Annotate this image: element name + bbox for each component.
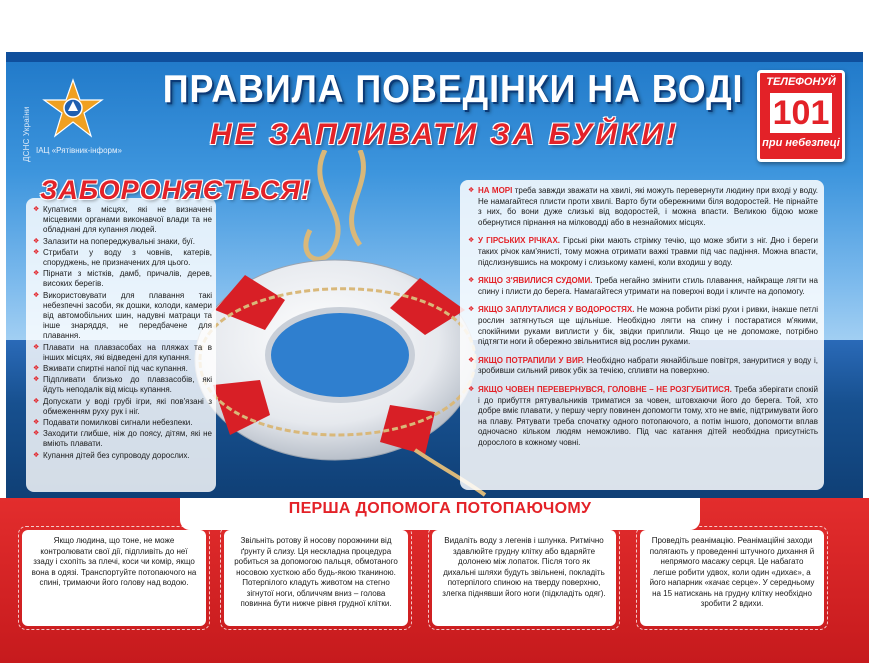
rule-boat-capsized [468,385,818,449]
page-title: ПРАВИЛА ПОВЕДІНКИ НА ВОДІ [162,68,744,111]
forbidden-item: ❖ Плавати на плавзасобах на пляжах та в інших місцях, які відведені для купання. [34,343,212,363]
forbidden-item: ❖ Купатися в місцях, які не визначені місцевими органами виконавчої влади та не обладнані для купання людей. [34,205,212,236]
logo-caption: ІАЦ «Рятівник-інформ» [36,146,122,155]
rules-list [468,186,818,456]
first-aid-step-text: Звільніть ротову й носову порожнини від ґрунту й слизу. Ця нескладна процедура робиться за допомогою пальця, обмотаного носовою хусткою або будь-якою тканиною. Потерпілого кладуть животом на стегно зігнутої ноги, обличчям вниз – голова повинна бути нижче рівня грудної клітки. [234,536,398,608]
phone-danger-label: при небезпеці [762,137,840,149]
first-aid-step-1 [22,530,206,626]
logo-org-text: ДСНС України [22,106,31,162]
forbidden-item: ❖ Використовувати для плавання такі небезпечні засоби, як дошки, колоди, камери від автомобільних шин, надувні матраци та інше знаряддя, не передбачене для плавання. [34,291,212,342]
rule-text: Треба зберігати спокій і до прибуття рятувальників триматися за човен, штовхаючи його до берега. Той, хто добре вміє плавати, у першу чергу повинен допомогти тому, хто не вміє, підтримувати його на плаву. Рятувати треба спочатку одного потопаючого, а потім іншого, допомогти вплав одночасно кільком людям неможливо. Під час катання дітей необхідна присутність дорослого в кожному човні. [478,384,818,447]
rule-heading: ЯКЩО ПОТРАПИЛИ У ВИР. [478,355,585,365]
top-strip [6,52,863,62]
rule-seaweed [468,305,818,347]
phone-call-label: ТЕЛЕФОНУЙ [766,76,836,88]
page-subtitle: НЕ ЗАПЛИВАТИ ЗА БУЙКИ! [210,118,680,151]
first-aid-step-4 [640,530,824,626]
civil-protection-emblem-icon [42,78,104,140]
rule-whirlpool [468,356,818,377]
rule-heading: ЯКЩО З'ЯВИЛИСЯ СУДОМИ. [478,276,593,286]
forbidden-item: ❖ Допускати у воді грубі ігри, які пов'язані з обмеженням руху рук і ніг. [34,397,212,417]
first-aid-step-3 [432,530,616,626]
rule-text: Необхідно набрати якнайбільше повітря, зануритися у воду і, зробивши сильний ривок убік за течією, спливти на поверхню. [478,355,818,376]
first-aid-step-text: Видаліть воду з легенів і шлунка. Ритмічно здавлюйте грудну клітку або вдаряйте долонею між лопаток. Після того як дихальні шляхи будуть звільнені, покладіть потерпілого спиною на тверду поверхню, злегка піднявши його ноги (підкладіть одяг). [442,536,606,598]
forbidden-item: ❖ Подавати помилкові сигнали небезпеки. [34,418,212,428]
rule-heading: НА МОРІ [478,186,513,195]
first-aid-step-text: Проведіть реанімацію. Реанімаційні заходи полягають у проведенні штучного дихання й непрямого масажу серця. Це набагато легше робити удвох, коли один «дихає», а його напарник «качає серце». У середньому на 15 натискань на грудну клітку необхідно зробити 2 вдихи. [649,536,815,608]
first-aid-step-2 [224,530,408,626]
forbidden-item: ❖ Вживати спиртні напої під час купання. [34,364,212,374]
forbidden-item: ❖ Залазити на попереджувальні знаки, буї. [34,237,212,247]
rule-text: Гірські ріки мають стрімку течію, що може збити з ніг. Дно і береги таких річок кам'янисті, тому можна отримати важкі травми під час падіння. Можна впасти, підслизнувшись на мокрому і слизькому камені, коли входиш у воду. [478,236,818,267]
first-aid-step-text: Якщо людина, що тоне, не може контролювати свої дії, підпливіть до неї ззаду і схопіть за плечі, коси чи комір, якщо вона в одязі. Транспортуйте потопаючого на спині, тримаючи його голову над водою. [31,536,197,587]
forbidden-item: ❖ Стрибати у воду з човнів, катерів, споруджень, не призначених для цього. [34,248,212,268]
rule-text: Не можна робити різкі рухи і ривки, інакше петлі рослин затягнуться ще щільніше. Необхідно лягти на спину і постаратися м'якими, спокійними руками виплисти у бік, звідки приплили. Якщо це не допоможе, потрібно підтягти ноги й обережно звільнитися від рослин руками. [478,305,818,347]
forbidden-item: ❖ Підпливати близько до плавзасобів, які йдуть неподалік від місць купання. [34,375,212,395]
rule-heading: ЯКЩО ЗАПЛУТАЛИСЯ У ВОДОРОСТЯХ. [478,305,635,315]
rule-cramps [468,276,818,297]
forbidden-item: ❖ Купання дітей без супроводу дорослих. [34,451,212,461]
forbidden-item: ❖ Пірнати з містків, дамб, причалів, дерев, високих берегів. [34,269,212,289]
phone-number: 101 [770,93,832,133]
forbidden-title: ЗАБОРОНЯЄТЬСЯ! [40,175,311,205]
rule-text: Треба негайно змінити стиль плавання, найкраще лягти на спину і плисти до берега. Намагайтеся утримати на поверхні води і кличте на допомогу. [478,276,818,296]
rule-text: треба завжди зважати на хвилі, які можуть перевернути людину при вході у воду. Не намагайтеся плисти проти хвилі. Варто бути обережними біля водоростей. Не пірнайте з них, бо вони дуже слизькі від водоростей, і можна впасти. Великою бідою може обернутися пірнання на мілководді або в незнайомих місцях. [478,186,818,227]
first-aid-title: ПЕРША ДОПОМОГА ПОТОПАЮЧОМУ [288,500,592,517]
rule-sea [468,186,818,228]
emergency-phone-badge [757,70,845,162]
rule-heading: ЯКЩО ЧОВЕН ПЕРЕВЕРНУВСЯ, ГОЛОВНЕ – НЕ РОЗГУБИТИСЯ. [478,384,732,394]
forbidden-list [34,205,212,462]
rule-heading: У ГІРСЬКИХ РІЧКАХ. [478,236,561,246]
forbidden-item: ❖ Заходити глибше, ніж до поясу, дітям, які не вміють плавати. [34,429,212,449]
rule-mountain-rivers [468,236,818,268]
